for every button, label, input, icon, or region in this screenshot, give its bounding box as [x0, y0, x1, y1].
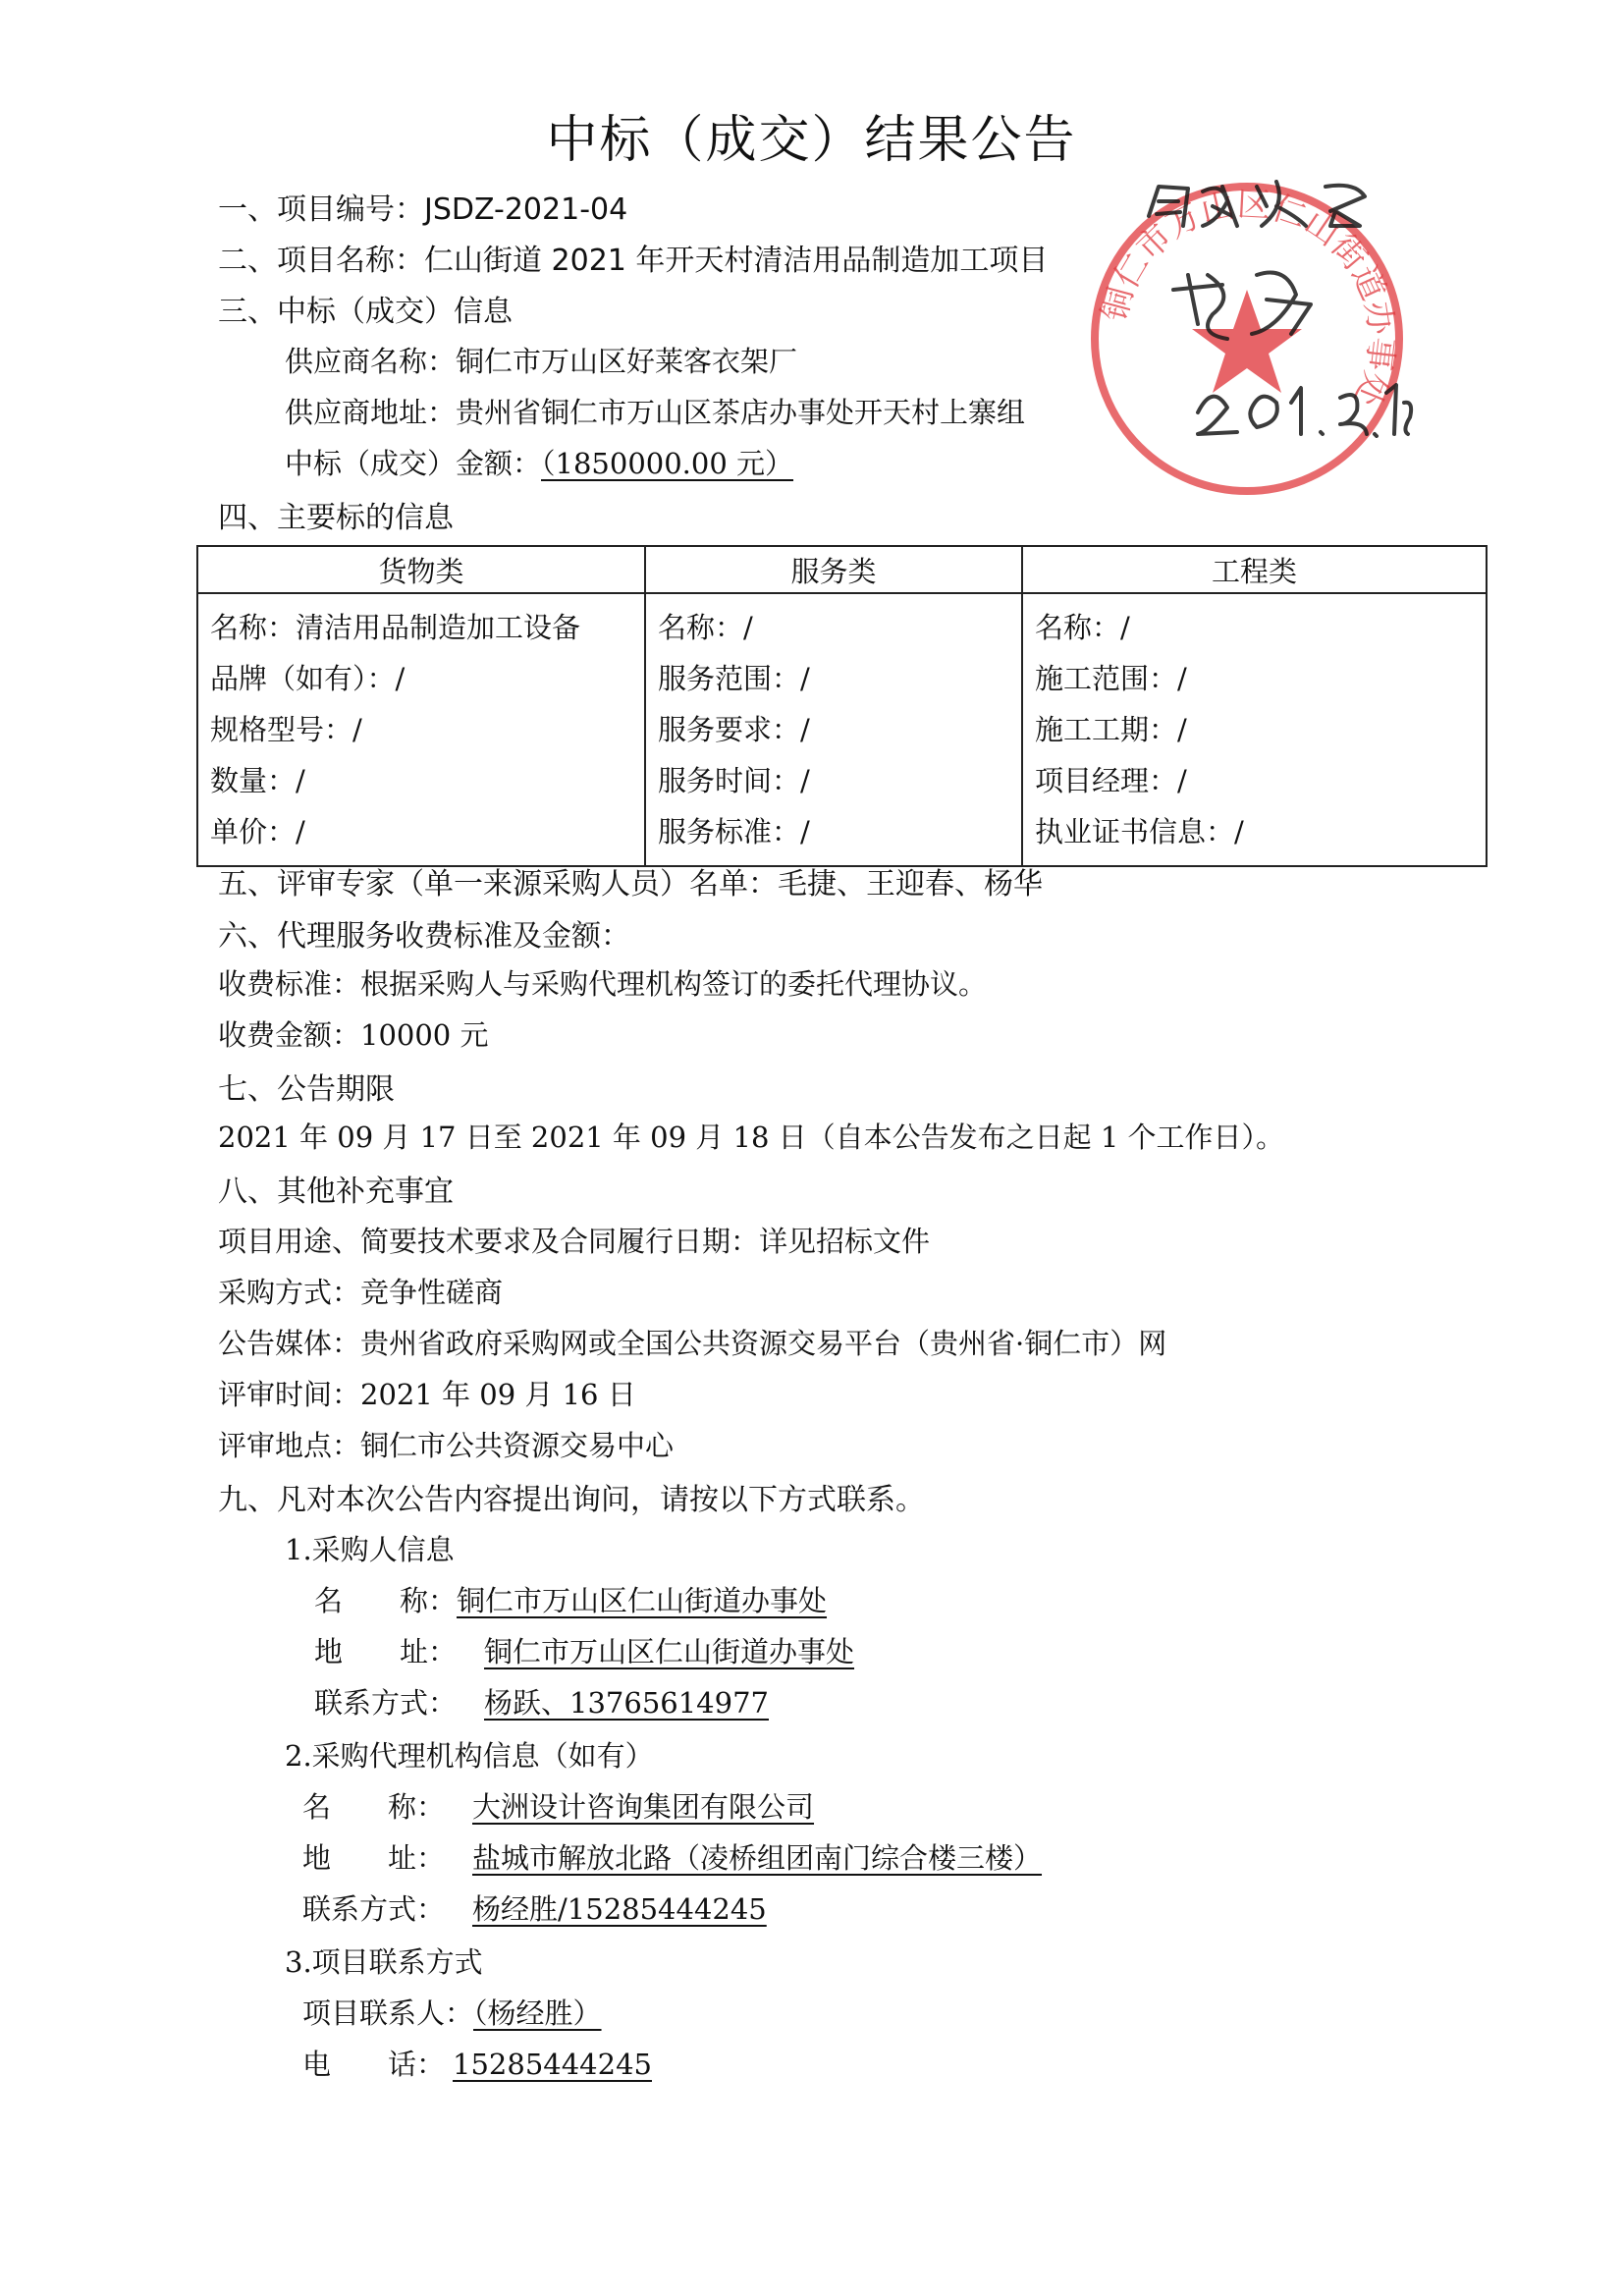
purchaser-name	[314, 1579, 827, 1619]
agency-address-value: 盐城市解放北路（凌桥组团南门综合楼三楼）	[472, 1841, 1043, 1875]
project-number-value: JSDZ-2021-04	[424, 192, 628, 227]
service-name: 名称：/	[658, 611, 753, 644]
works-name: 名称：/	[1035, 611, 1130, 644]
agency-name-value: 大洲设计咨询集团有限公司	[472, 1790, 815, 1824]
project-name	[218, 236, 1048, 279]
works-cell	[1022, 593, 1487, 866]
section-5-experts: 五、评审专家（单一来源采购人员）名单：毛捷、王迎春、杨华	[218, 867, 1043, 902]
bid-amount-value: （1850000.00 元）	[541, 447, 794, 480]
purchaser-contact-label: 联系方式：	[314, 1686, 458, 1720]
project-name-label: 二、项目名称：	[218, 244, 424, 278]
goods-name: 名称：清洁用品制造加工设备	[210, 611, 581, 644]
service-scope: 服务范围：/	[658, 662, 810, 695]
fee-amount: 收费金额：10000 元	[218, 1018, 489, 1052]
project-contact-heading: 3.项目联系方式	[285, 1945, 483, 1979]
purchaser-heading: 1.采购人信息	[285, 1533, 455, 1566]
purchaser-name-label: 名 称：	[314, 1584, 458, 1617]
works-manager: 项目经理：/	[1035, 764, 1187, 797]
project-contact-person-label: 项目联系人：	[302, 1996, 474, 2030]
goods-cell	[197, 593, 645, 866]
section-6-heading: 六、代理服务收费标准及金额：	[218, 919, 630, 954]
bid-amount-label: 中标（成交）金额：	[285, 447, 542, 480]
works-scope: 施工范围：/	[1035, 662, 1187, 695]
project-contact-person-value: （杨经胜）	[473, 1996, 602, 2030]
section-9-heading: 九、凡对本次公告内容提出询问，请按以下方式联系。	[218, 1483, 925, 1517]
goods-quantity: 数量：/	[210, 764, 305, 797]
supplement-line-4: 评审时间：2021 年 09 月 16 日	[218, 1378, 636, 1411]
column-works: 工程类	[1022, 546, 1487, 593]
purchaser-address	[314, 1630, 882, 1670]
goods-price: 单价：/	[210, 815, 305, 848]
agency-address-label: 地 址：	[302, 1841, 446, 1875]
service-requirement: 服务要求：/	[658, 713, 810, 746]
agency-contact	[302, 1887, 786, 1928]
agency-contact-label: 联系方式：	[302, 1892, 446, 1926]
agency-name-label: 名 称：	[302, 1790, 446, 1824]
purchaser-contact-value: 杨跃、13765614977	[484, 1686, 769, 1720]
works-period: 施工工期：/	[1035, 713, 1187, 746]
agency-address	[302, 1836, 1061, 1877]
project-name-value: 仁山街道 2021 年开天村清洁用品制造加工项目	[424, 244, 1049, 278]
section-8-heading: 八、其他补充事宜	[218, 1175, 454, 1209]
purchaser-contact	[314, 1681, 818, 1722]
project-number	[218, 185, 627, 228]
supplier-address: 供应商地址：贵州省铜仁市万山区茶店办事处开天村上寨组	[285, 396, 1026, 429]
supplement-line-1: 项目用途、简要技术要求及合同履行日期：详见招标文件	[218, 1225, 931, 1258]
service-time: 服务时间：/	[658, 764, 810, 797]
column-service: 服务类	[645, 546, 1022, 593]
agency-heading: 2.采购代理机构信息（如有）	[285, 1739, 654, 1773]
subject-info-table	[196, 545, 1488, 867]
supplier-name: 供应商名称：铜仁市万山区好莱客衣架厂	[285, 345, 798, 378]
bid-amount	[285, 442, 793, 482]
purchaser-address-label: 地 址：	[314, 1635, 458, 1668]
section-3-heading: 三、中标（成交）信息	[218, 295, 513, 329]
purchaser-address-value: 铜仁市万山区仁山街道办事处	[484, 1635, 855, 1668]
service-standard: 服务标准：/	[658, 815, 810, 848]
table-row	[197, 593, 1487, 866]
agency-name	[302, 1785, 841, 1826]
handwritten-signature	[1129, 167, 1414, 462]
seal-text: 铜仁市万山区仁山街道办事处	[1094, 185, 1401, 412]
works-certificate: 执业证书信息：/	[1035, 815, 1244, 848]
column-goods: 货物类	[197, 546, 645, 593]
service-cell	[645, 593, 1022, 866]
goods-spec: 规格型号：/	[210, 713, 362, 746]
supplement-line-3: 公告媒体：贵州省政府采购网或全国公共资源交易平台（贵州省·铜仁市）网	[218, 1327, 1167, 1360]
fee-standard: 收费标准：根据采购人与采购代理机构签订的委托代理协议。	[218, 967, 988, 1001]
purchaser-name-value: 铜仁市万山区仁山街道办事处	[457, 1584, 828, 1617]
project-contact-phone-label: 电 话：	[302, 2048, 446, 2081]
supplement-line-5: 评审地点：铜仁市公共资源交易中心	[218, 1429, 675, 1462]
document-title: 中标（成交）结果公告	[546, 111, 1077, 170]
supplement-line-2: 采购方式：竞争性磋商	[218, 1276, 504, 1309]
project-number-label: 一、项目编号：	[218, 192, 424, 227]
agency-contact-value: 杨经胜/15285444245	[472, 1892, 767, 1926]
project-contact-phone	[302, 2043, 691, 2083]
notice-period: 2021 年 09 月 17 日至 2021 年 09 月 18 日（自本公告发布之日起 1 个工作日）。	[218, 1121, 1285, 1154]
project-contact-phone-value: 15285444245	[453, 2048, 652, 2081]
goods-brand: 品牌（如有）：/	[210, 662, 406, 695]
table-header-row	[197, 546, 1487, 593]
section-7-heading: 七、公告期限	[218, 1072, 395, 1107]
project-contact-person	[302, 1992, 602, 2032]
section-4-heading: 四、主要标的信息	[218, 501, 454, 535]
